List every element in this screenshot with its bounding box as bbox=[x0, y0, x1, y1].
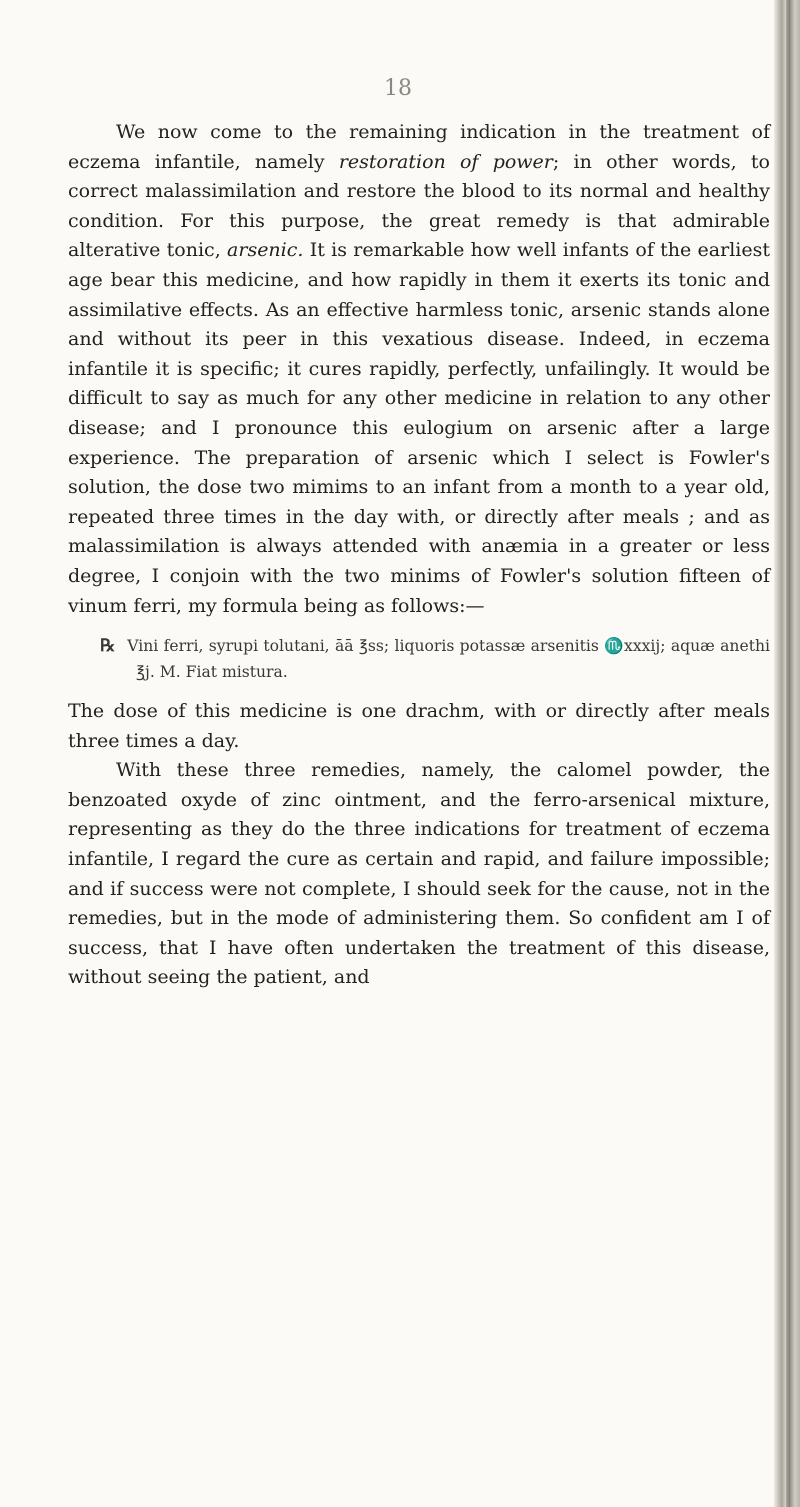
italic-phrase: arsenic. bbox=[227, 239, 304, 262]
paragraph-text: We now come to the remaining indication in the treatment of eczema infantile, namely bbox=[68, 121, 770, 173]
page-number: 18 bbox=[384, 76, 412, 101]
prescription-text: Vini ferri, syrupi tolutani, āā ℥ss; liquoris potassæ arsenitis ♏xxxij; aquæ anethi ℥j. M. Fiat mistura. bbox=[127, 637, 770, 682]
paragraph-text: It is remarkable how well infants of the earliest age bear this medicine, and how rapidly in them it exerts its tonic and assimilative effects. As an effective harmless tonic, arsenic stands alone and without its peer in this vexatious disease. Indeed, in eczema infantile it is specific; it cures rapidly, perfectly, unfailingly. It would be difficult to say as much for any other medicine in relation to any other disease; and I pronounce this eulogium on arsenic after a large experience. The preparation of arsenic which I select is Fowler's solution, the dose two mimims to an infant from a month to a year old, repeated three times in the day with, or directly after meals ; and as malassimilation is always attended with anæmia in a greater or less degree, I conjoin with the two minims of Fowler's solution fifteen of vinum ferri, my formula being as follows:— bbox=[68, 239, 770, 617]
paragraph-three-remedies: With these three remedies, namely, the calomel powder, the benzoated oxyde of zinc ointment, and the ferro-arsenical mixture, representing as they do the three indications for treatment of eczema infantile, I regard the cure as certain and rapid, and failure impossible; and if success were not complete, I should seek for the cause, not in the remedies, but in the mode of administering them. So confident am I of success, that I have often undertaken the treatment of this disease, without seeing the patient, and bbox=[68, 759, 770, 989]
prescription-formula bbox=[68, 633, 770, 685]
prescription-symbol: ℞ bbox=[100, 636, 116, 657]
body-text bbox=[68, 118, 770, 993]
italic-phrase: restoration of power bbox=[338, 150, 553, 173]
paragraph-text: ; in other words, to correct malassimilation and restore the blood to its normal and healthy condition. For this purpose, the great remedy is that admirable alterative tonic, bbox=[68, 150, 770, 262]
paragraph-restoration-of-power bbox=[68, 118, 770, 621]
page-edge-line bbox=[786, 0, 790, 1507]
paragraph-dose: The dose of this medicine is one drachm, with or directly after meals three times a day. bbox=[68, 700, 770, 752]
